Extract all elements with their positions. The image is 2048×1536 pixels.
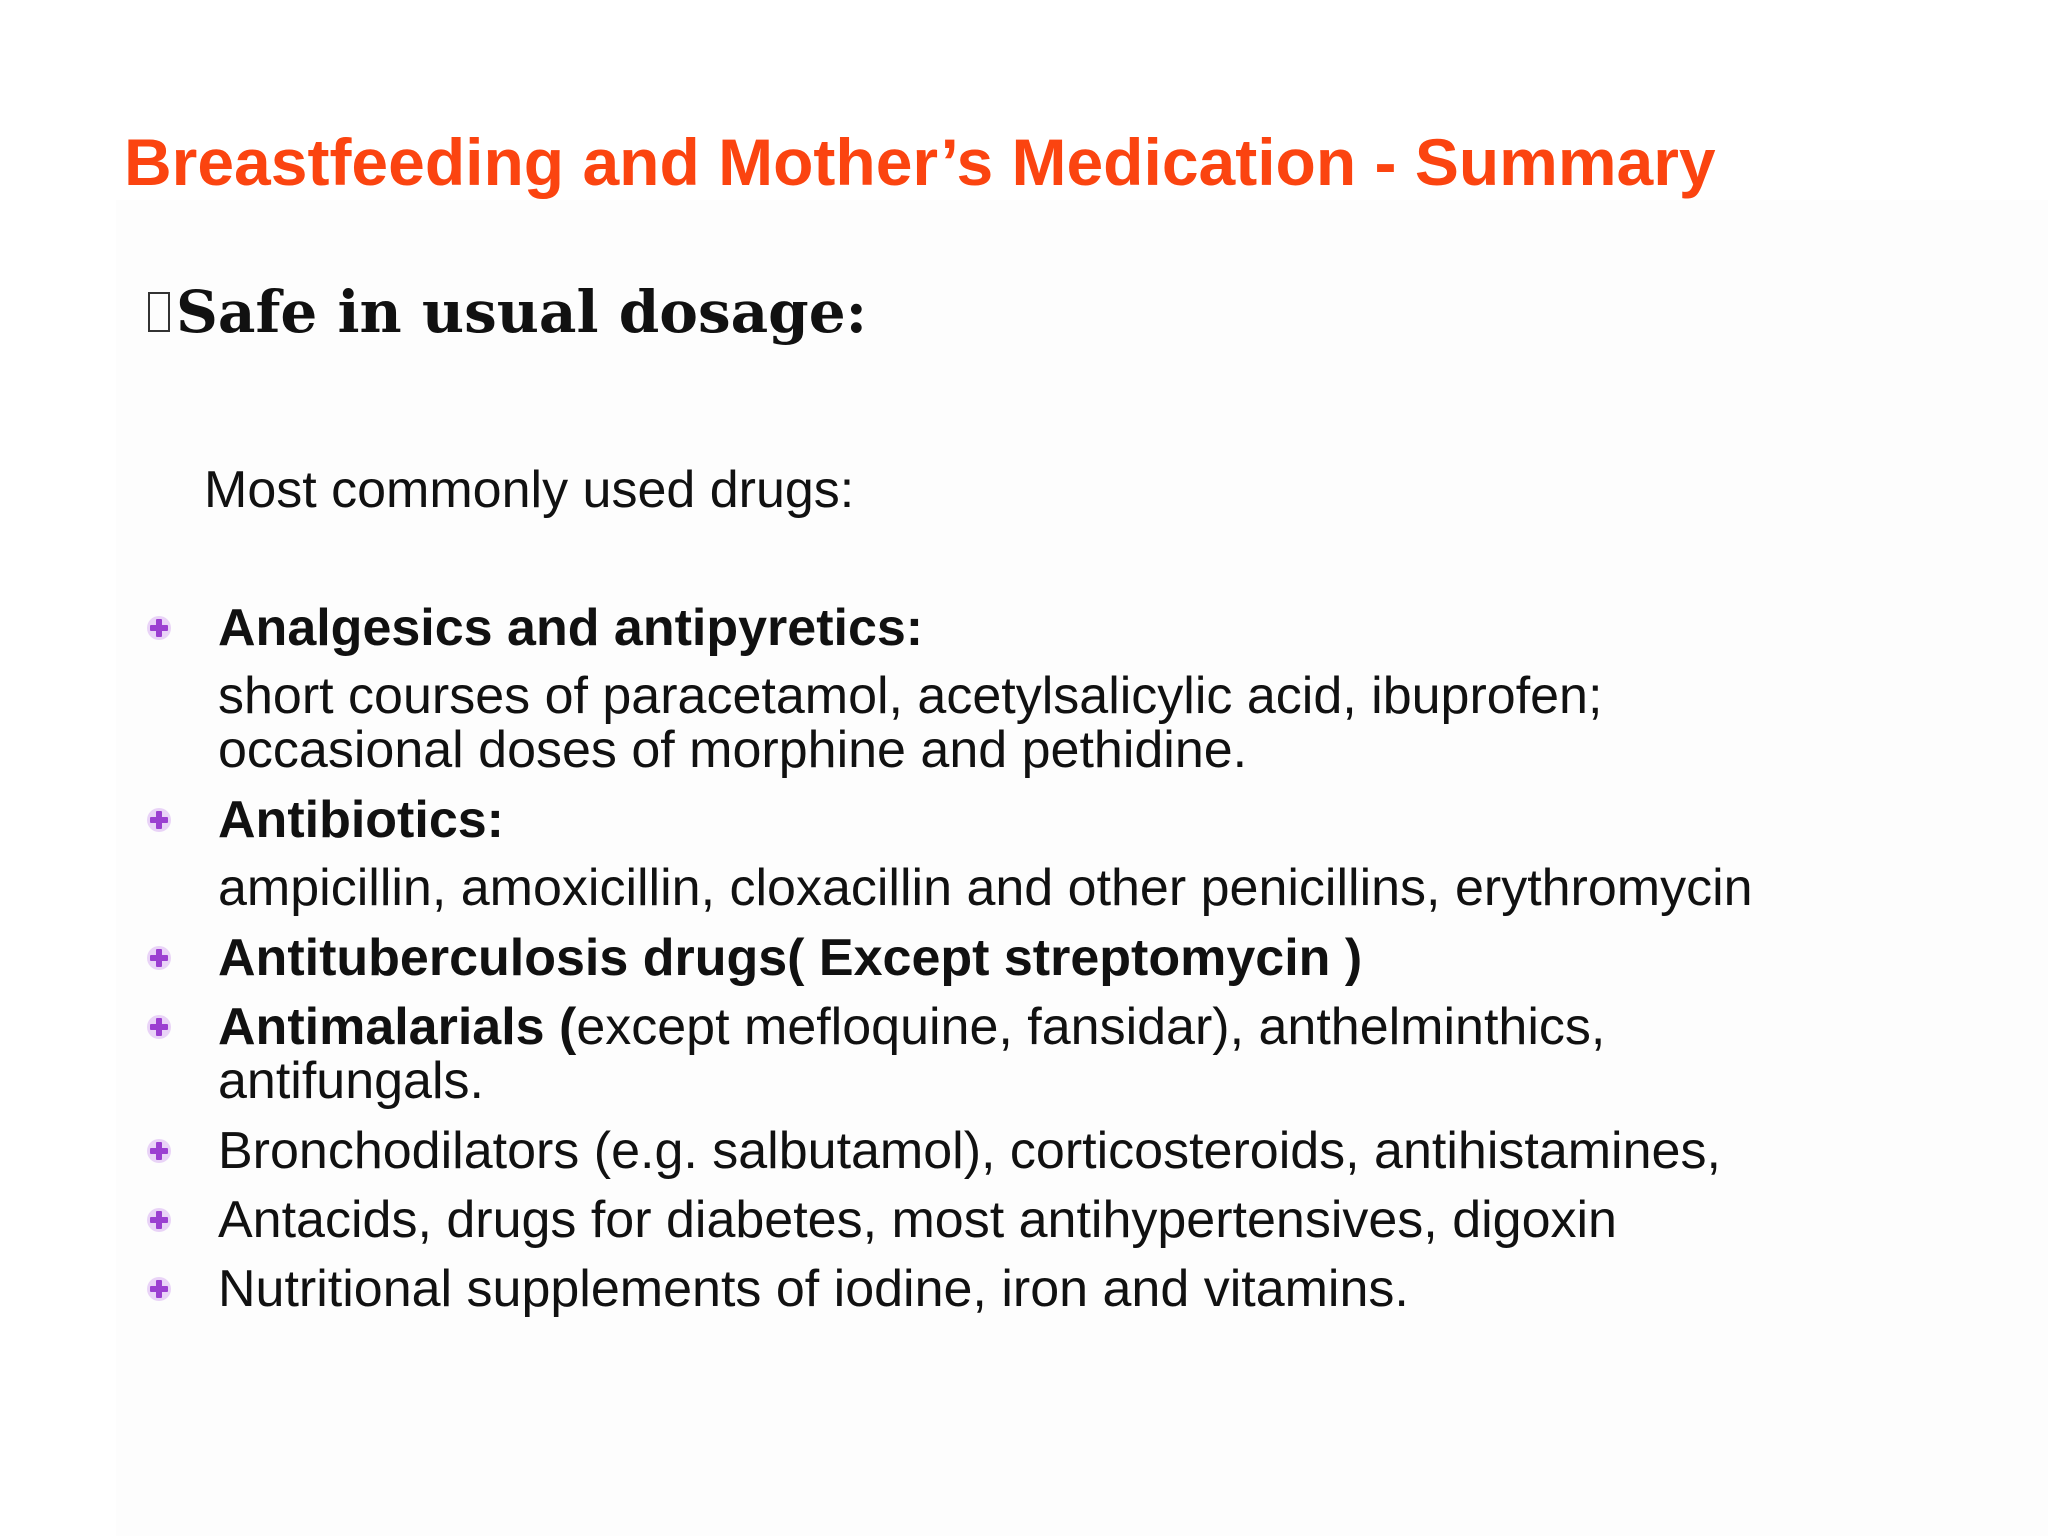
plus-bullet-icon — [146, 1138, 172, 1164]
item-detail: except mefloquine, fansidar), anthelminthics, — [576, 998, 1606, 1056]
intro-text: Most commonly used drugs: — [204, 461, 855, 519]
item-label: Analgesics and antipyretics: — [218, 599, 924, 657]
item-detail: antifungals. — [218, 1052, 484, 1110]
item-label: Antimalarials ( — [218, 998, 577, 1056]
item-detail: occasional doses of morphine and pethidine. — [218, 721, 1248, 779]
section-heading-text: Safe in usual dosage: — [176, 278, 868, 346]
item-detail: ampicillin, amoxicillin, cloxacillin and other penicillins, erythromycin — [218, 859, 1753, 917]
item-detail: short courses of paracetamol, acetylsalicylic acid, ibuprofen; — [218, 667, 1603, 725]
plus-bullet-icon — [146, 615, 172, 641]
plus-bullet-icon — [146, 1276, 172, 1302]
item-text: Antacids, drugs for diabetes, most antihypertensives, digoxin — [218, 1191, 1617, 1249]
plus-bullet-icon — [146, 945, 172, 971]
plus-bullet-icon — [146, 1207, 172, 1233]
plus-bullet-icon — [146, 807, 172, 833]
slide-title: Breastfeeding and Mother’s Medication - Summary — [124, 125, 1716, 199]
plus-bullet-icon — [146, 1014, 172, 1040]
item-first-line — [218, 997, 1605, 1057]
item-text: Nutritional supplements of iodine, iron and vitamins. — [218, 1260, 1409, 1318]
item-text: Bronchodilators (e.g. salbutamol), corticosteroids, antihistamines, — [218, 1122, 1721, 1180]
item-label: Antibiotics: — [218, 791, 504, 849]
item-label: Antituberculosis drugs( Except streptomycin ) — [218, 929, 1363, 987]
